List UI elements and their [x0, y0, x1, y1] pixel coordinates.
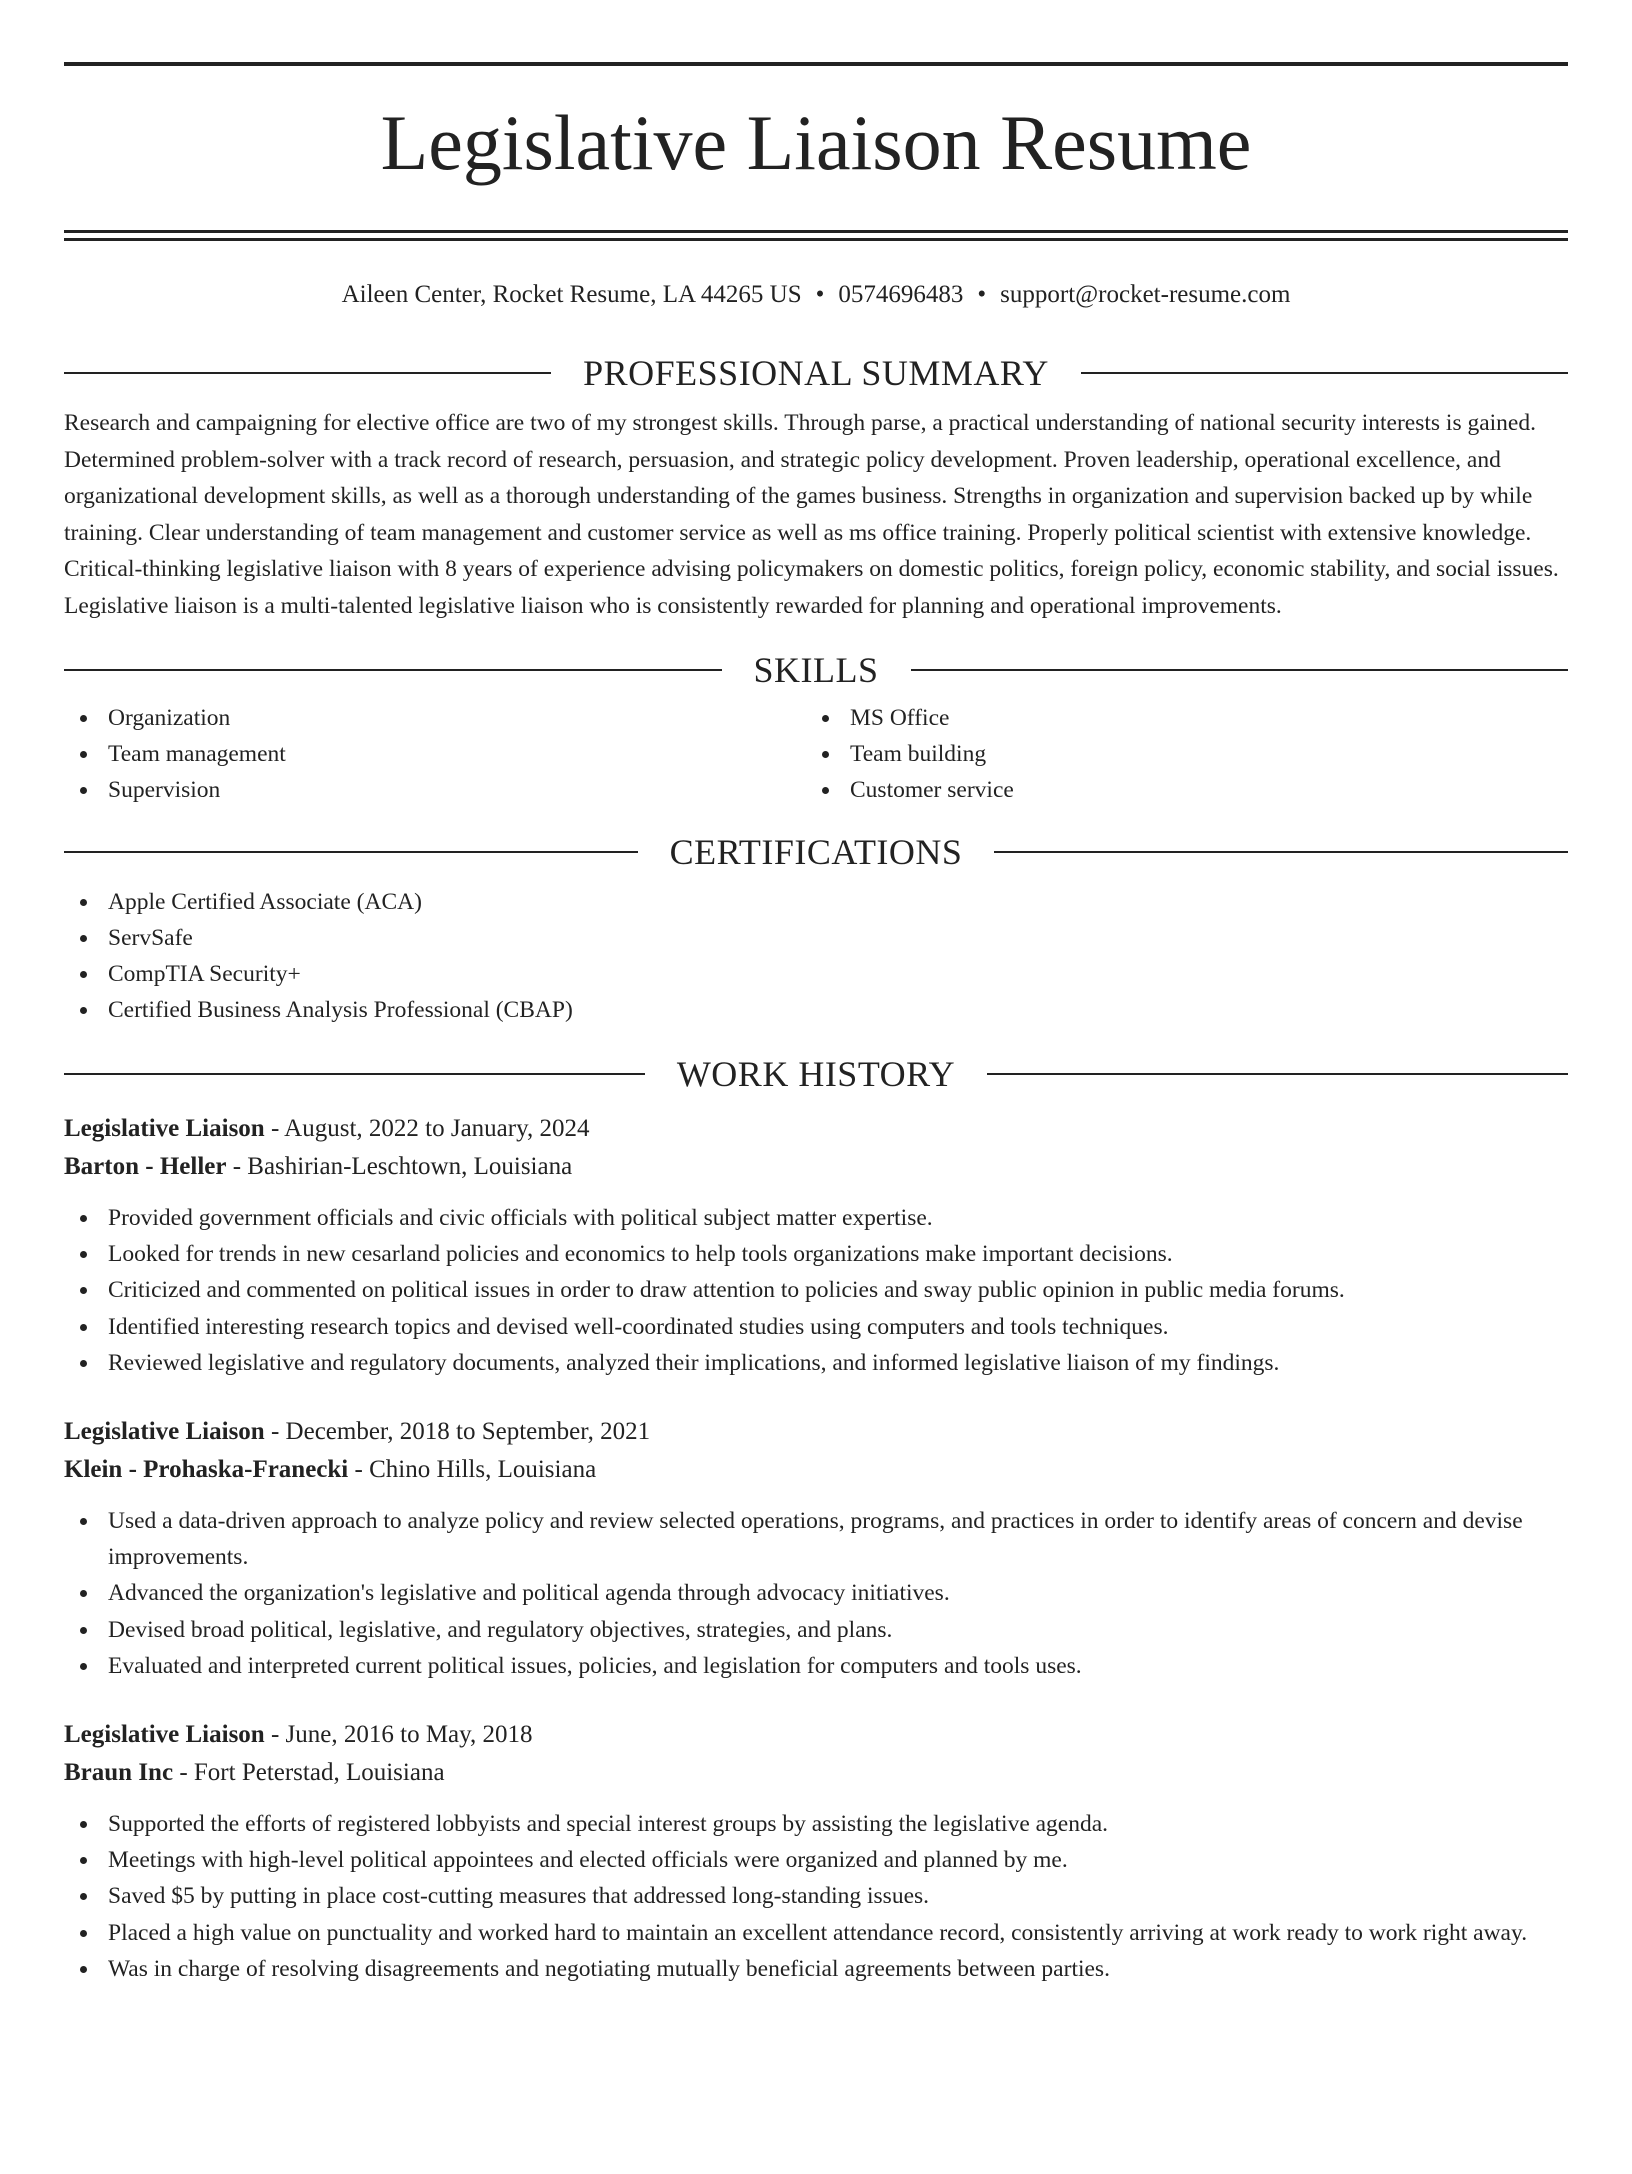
- job-company-line: [64, 1754, 1568, 1792]
- section-title-work-history: WORK HISTORY: [676, 1054, 956, 1094]
- certification-item: CompTIA Security+: [64, 956, 1568, 992]
- job-bullet: Advanced the organization's legislative and political agenda through advocacy initiatives.: [64, 1575, 1568, 1611]
- contact-phone: 0574696483: [838, 281, 964, 308]
- section-rule-right: [994, 851, 1568, 853]
- top-rule: [64, 62, 1568, 66]
- job-dates: - December, 2018 to September, 2021: [264, 1418, 651, 1446]
- job-bullet: Identified interesting research topics and devised well-coordinated studies using computers and tools techniques.: [64, 1309, 1568, 1345]
- skill-item: Team building: [806, 736, 1548, 772]
- job-bullet: Supported the efforts of registered lobbyists and special interest groups by assisting the legislative agenda.: [64, 1806, 1568, 1842]
- job-title: Legislative Liaison: [64, 1418, 265, 1446]
- section-title-summary: PROFESSIONAL SUMMARY: [583, 353, 1049, 393]
- summary-text: Research and campaigning for elective office are two of my strongest skills. Through parse, a practical understanding of national security interests is gained. Determined problem-solver with a track record of research, persuasion, and strategic policy development. Proven leadership, operational excellence, and organizational development skills, as well as a thorough understanding of the games business. Strengths in organization and supervision backed up by while training. Clear understanding of team management and customer service as well as ms office training. Properly political scientist with extensive knowledge. Critical-thinking legislative liaison with 8 years of experience advising policymakers on domestic politics, foreign policy, economic stability, and social issues. Legislative liaison is a multi-talented legislative liaison who is consistently rewarded for planning and operational improvements.: [64, 410, 1559, 619]
- section-rule-left: [64, 1073, 645, 1075]
- job-dates: - August, 2022 to January, 2024: [264, 1115, 590, 1142]
- section-rule-right: [1081, 372, 1568, 374]
- section-title-skills: SKILLS: [753, 650, 879, 690]
- section-rule-left: [64, 372, 551, 374]
- section-header-skills: [64, 646, 1568, 694]
- job-title-line: [64, 1413, 1568, 1451]
- job-bullet: Looked for trends in new cesarland policies and economics to help tools organizations make important decisions.: [64, 1236, 1568, 1272]
- resume-page: [0, 62, 1632, 2174]
- section-header-certifications: [64, 828, 1568, 876]
- job-bullet: Devised broad political, legislative, and regulatory objectives, strategies, and plans.: [64, 1612, 1568, 1648]
- job-bullet: Evaluated and interpreted current political issues, policies, and legislation for computers and tools uses.: [64, 1648, 1568, 1684]
- job-bullet: Saved $5 by putting in place cost-cutting measures that addressed long-standing issues.: [64, 1878, 1568, 1914]
- section-rule-right: [911, 669, 1569, 671]
- contact-separator: •: [977, 281, 987, 308]
- section-rule-left: [64, 669, 722, 671]
- certification-item: ServSafe: [64, 920, 1568, 956]
- certification-item: Certified Business Analysis Professional (CBAP): [64, 992, 1568, 1028]
- contact-separator: •: [815, 281, 825, 308]
- section-header-work-history: [64, 1050, 1568, 1098]
- job-bullet: Criticized and commented on political issues in order to draw attention to policies and sway public opinion in public media forums.: [64, 1272, 1568, 1308]
- job-company: Barton - Heller: [64, 1153, 227, 1180]
- job-dates: - June, 2016 to May, 2018: [264, 1721, 533, 1749]
- section-header-summary: [64, 349, 1568, 397]
- section-rule-right: [987, 1073, 1568, 1075]
- job-title: Legislative Liaison: [64, 1721, 265, 1749]
- skill-item: Supervision: [64, 772, 806, 808]
- section-rule-left: [64, 851, 638, 853]
- job-bullets: [64, 1806, 1568, 1987]
- page-title: Legislative Liaison Resume: [380, 99, 1252, 186]
- skill-item: MS Office: [806, 700, 1548, 736]
- job-bullets: [64, 1503, 1568, 1684]
- job-entry: [64, 1716, 1568, 1987]
- job-entry: [64, 1110, 1568, 1381]
- section-title-certifications: CERTIFICATIONS: [669, 832, 963, 872]
- skills-grid: [64, 700, 1568, 808]
- job-bullet: Reviewed legislative and regulatory documents, analyzed their implications, and informed legislative liaison of my findings.: [64, 1345, 1568, 1381]
- contact-email[interactable]: support@rocket-resume.com: [1000, 281, 1291, 308]
- job-title-line: [64, 1716, 1568, 1754]
- skills-list-right: [806, 700, 1548, 808]
- job-location: - Bashirian-Leschtown, Louisiana: [226, 1153, 573, 1180]
- job-title: Legislative Liaison: [64, 1115, 265, 1142]
- job-entry: [64, 1413, 1568, 1684]
- certifications-list: [64, 884, 1568, 1028]
- job-bullet: Used a data-driven approach to analyze policy and review selected operations, programs, and practices in order to identify areas of concern and devise improvements.: [64, 1503, 1568, 1575]
- job-company-line: [64, 1148, 1568, 1186]
- job-company-line: [64, 1451, 1568, 1489]
- job-title-line: [64, 1110, 1568, 1148]
- title-double-rule: [64, 230, 1568, 241]
- skill-item: Team management: [64, 736, 806, 772]
- job-bullet: Provided government officials and civic officials with political subject matter expertise.: [64, 1200, 1568, 1236]
- contact-address: Aileen Center, Rocket Resume, LA 44265 US: [341, 281, 802, 308]
- job-bullet: Was in charge of resolving disagreements and negotiating mutually beneficial agreements between parties.: [64, 1951, 1568, 1987]
- skills-list-left: [64, 700, 806, 808]
- job-bullets: [64, 1200, 1568, 1381]
- job-location: - Fort Peterstad, Louisiana: [173, 1759, 445, 1787]
- certification-item: Apple Certified Associate (ACA): [64, 884, 1568, 920]
- job-company: Klein - Prohaska-Franecki: [64, 1456, 349, 1484]
- job-company: Braun Inc: [64, 1759, 174, 1787]
- job-bullet: Meetings with high-level political appointees and elected officials were organized and planned by me.: [64, 1842, 1568, 1878]
- skill-item: Organization: [64, 700, 806, 736]
- skill-item: Customer service: [806, 772, 1548, 808]
- contact-line: [64, 275, 1568, 315]
- job-bullet: Placed a high value on punctuality and worked hard to maintain an excellent attendance record, consistently arriving at work ready to work right away.: [64, 1915, 1568, 1951]
- job-location: - Chino Hills, Louisiana: [348, 1456, 597, 1484]
